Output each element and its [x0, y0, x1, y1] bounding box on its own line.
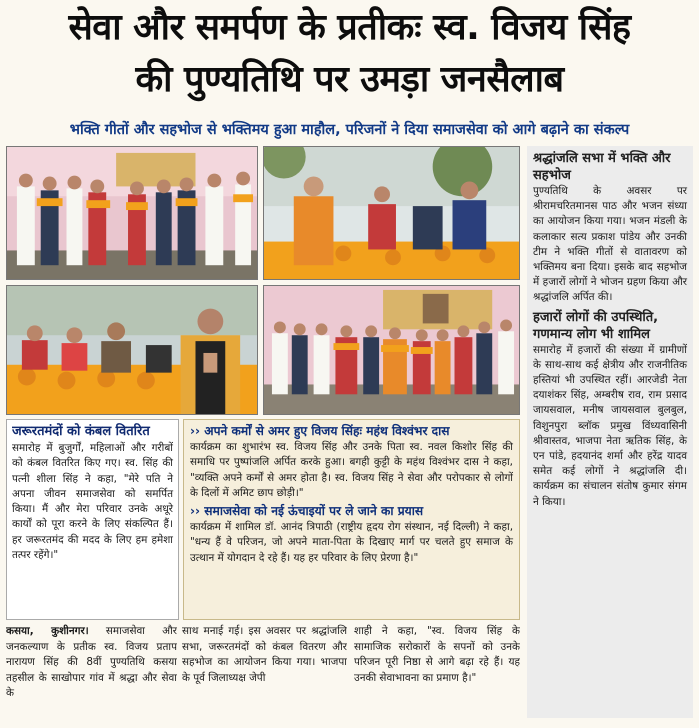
center-box [183, 419, 520, 620]
bottom-column-1 [6, 624, 177, 724]
sidebar-heading-bhakti: श्रद्धांजलि सभा में भक्ति और सहभोज [533, 151, 671, 183]
photo-family-banner [263, 285, 520, 415]
center-paragraph-mahant: कार्यक्रम का शुभारंभ स्व. विजय सिंह और उनके पिता स्व. नवल किशोर सिंह की समाधि पर पुष्पांजलि अर्पित करके हुआ। बगही कुट्टी के महंथ विश्वंभर दास ने कहा, "व्यक्ति अपने कर्मों से अमर होता है। स्व. विजय सिंह ने सेवा और परोपकार से लोगों के दिलों में अमिट छाप छोड़ी।" [190, 441, 513, 499]
sidebar-heading-attendance: हजारों लोगों की उपस्थिति, गणमान्य लोग भी शामिल [533, 309, 659, 342]
bottom-column-2: साथ मनाई गई। इस अवसर पर श्रद्धांजलि सभा, जरूरतमंदों को कंबल वितरण और सहभोज का आयोजन किया गया। भाजपा के पूर्व जिलाध्यक्ष जेपी [182, 625, 347, 684]
center-heading-samajseva: ›› समाजसेवा को नई ऊंचाइयों पर ले जाने का प्रयास [190, 504, 424, 519]
center-paragraph-samajseva: कार्यक्रम में शामिल डॉ. आनंद त्रिपाठी (राष्ट्रीय हृदय रोग संस्थान, नई दिल्ली) ने कहा, "धन्य हैं वे परिजन, जो अपने माता-पिता के दिखाए मार्ग पर चलते हुए समाज के उत्थान में योगदान दे रहे हैं। यह हर परिवार के लिए प्रेरणा है।" [190, 521, 513, 564]
sidebar-paragraph-bhakti: पुण्यतिथि के अवसर पर श्रीरामचरितमानस पाठ और भजन संध्या का आयोजन किया गया। भजन मंडली के कलाकार सत्य प्रकाश पांडेय और उनकी टीम ने भक्ति गीतों से वातावरण को भक्तिमय बना दिया। इसके बाद सहभोज में हजारों लोगों ने भोजन ग्रहण किया और श्रद्धांजलि अर्पित की। [533, 185, 687, 304]
photo-leader-tribute [6, 285, 258, 415]
sidebar-paragraph-attendance: समारोह में हजारों की संख्या में ग्रामीणों के साथ-साथ कई क्षेत्रीय और राजनीतिक हस्तियां भी उपस्थित रहीं। आरजेडी नेता दयाशंकर सिंह, अम्बरीष राव, राम प्रसाद जायसवाल, मनीष जायसवाल बुलबुल, विशुनपुरा ब्लॉक प्रमुख विंध्यवासिनी श्रीवास्तव, भाजपा नेता ऋतिक सिंह, के एन पांडे, हदयानंद शर्मा और हरेंद्र यादव समेत कई लोगों ने श्रद्धांजलि दी। कार्यक्रम का संचालन संतोष कुमार संगम ने किया। [533, 343, 687, 508]
center-heading-mahant: ›› अपने कर्मों से अमर हुए विजय सिंहः महंथ विश्वंभर दास [190, 424, 450, 438]
bottom-column-1-text: समाजसेवा और जनकल्याण के प्रतीक स्व. विजय प्रताप नारायण सिंह की 8वीं पुण्यतिथि कसया तहसील के साखोपार गांव में श्रद्धा और सेवा के [6, 625, 177, 699]
sidebar-box [527, 146, 693, 718]
bottom-column-3: शाही ने कहा, "स्व. विजय सिंह के सामाजिक सरोकारों के सपनों को उनके परिजन पूरी निष्ठा से आगे बढ़ा रहे हैं। यह उनकी सेवाभावना का प्रमाण है।" [354, 625, 520, 684]
photo-memorial-marigold [263, 146, 520, 280]
kambal-box [6, 419, 179, 620]
kambal-heading: जरूरतमंदों को कंबल वितरित [12, 424, 150, 439]
kambal-body: समारोह में बुजुर्गों, महिलाओं और गरीबों को कंबल वितरित किए गए। स्व. सिंह की पत्नी शीला सिंह ने कहा, "मेरे पति ने अपना जीवन समाजसेवा को समर्पित किया। मैं और मेरा परिवार उनके अधूरे कार्यों को पूरा करने के लिए संकल्पित हैं। हर जरूरतमंद की मदद के लिए हम हमेशा तत्पर रहेंगे।" [12, 442, 173, 562]
subheadline: भक्ति गीतों और सहभोज से भक्तिमय हुआ माहौल, परिजनों ने दिया समाजसेवा को आगे बढ़ाने का संकल्प [69, 122, 630, 138]
headline-line-1: सेवा और समर्पण के प्रतीकः स्व. विजय सिंह [68, 7, 631, 48]
dateline: कसया, कुशीनगर। [6, 625, 89, 637]
photo-group-garlands [6, 146, 258, 280]
headline-line-2: की पुण्यतिथि पर उमड़ा जनसैलाब [135, 59, 564, 100]
